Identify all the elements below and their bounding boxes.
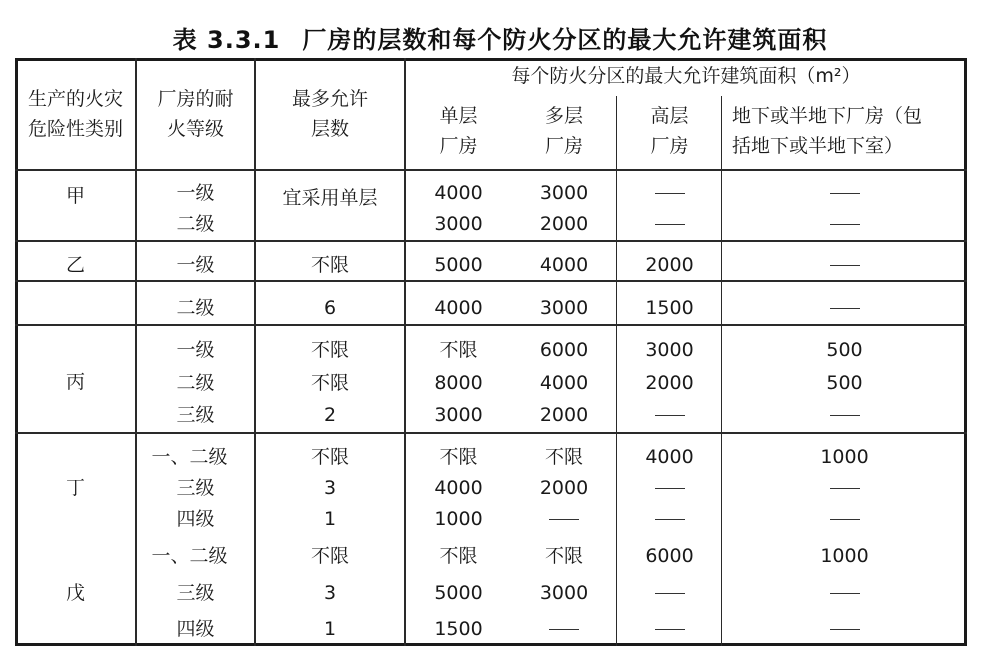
single-storey-cell: 3000 <box>434 213 483 235</box>
high-rise-cell: 4000 <box>645 446 694 468</box>
category-jia: 甲 <box>65 185 85 207</box>
floors-cell: 3 <box>323 477 337 499</box>
underground-cell <box>722 473 967 504</box>
header-text: 高层 <box>650 105 689 127</box>
row-line-bing-ding <box>15 432 967 434</box>
underground-cell <box>722 614 967 645</box>
grade-cell: 四级 <box>176 618 215 640</box>
floors-cell: 不限 <box>310 545 349 567</box>
dash-placeholder <box>830 519 860 520</box>
dash-placeholder <box>830 488 860 489</box>
header-high-rise <box>617 101 722 161</box>
floors-jia: 宜采用单层 <box>282 187 378 209</box>
header-text: 最多允许 <box>291 88 368 110</box>
header-text: 危险性类别 <box>27 118 123 140</box>
category-wu: 戊 <box>65 582 85 604</box>
high-rise-cell: 3000 <box>645 339 694 361</box>
floors-cell: 2 <box>323 404 337 426</box>
underground-cell <box>722 209 967 240</box>
high-rise-cell: 2000 <box>645 372 694 394</box>
high-rise-cell: 6000 <box>645 545 694 567</box>
single-storey-cell: 1000 <box>434 508 483 530</box>
header-text: 厂房 <box>544 135 583 157</box>
dash-placeholder <box>830 265 860 266</box>
dash-placeholder <box>830 224 860 225</box>
underground-cell: 500 <box>826 372 863 394</box>
category-yi: 乙 <box>65 254 85 276</box>
dash-placeholder <box>830 193 860 194</box>
grade-cell: 二级 <box>176 372 215 394</box>
dash-placeholder <box>655 415 685 416</box>
dash-placeholder <box>655 629 685 630</box>
dash-placeholder <box>655 224 685 225</box>
multi-storey-cell: 3000 <box>539 182 589 204</box>
category-ding: 丁 <box>65 477 85 499</box>
header-text: 厂房 <box>439 135 478 157</box>
high-rise-cell: 2000 <box>645 254 694 276</box>
header-hazard-category <box>15 84 136 144</box>
dash-placeholder <box>655 519 685 520</box>
underground-cell <box>722 578 967 609</box>
multi-storey-cell: 不限 <box>544 446 583 468</box>
underground-cell <box>722 250 967 281</box>
header-text: 括地下或半地下室） <box>732 135 904 157</box>
category-bing: 丙 <box>65 371 85 393</box>
single-storey-cell: 不限 <box>439 446 478 468</box>
single-storey-cell: 4000 <box>434 477 483 499</box>
underground-cell <box>722 400 967 431</box>
multi-storey-cell <box>512 504 616 535</box>
floors-cell: 不限 <box>310 339 349 361</box>
multi-storey-cell: 2000 <box>539 404 589 426</box>
underground-cell: 1000 <box>820 545 869 567</box>
floors-cell: 3 <box>323 582 337 604</box>
header-text: 地下或半地下厂房（包 <box>732 105 923 127</box>
grade-cell: 三级 <box>176 477 215 499</box>
header-text: 层数 <box>310 118 349 140</box>
dash-placeholder <box>655 193 685 194</box>
header-text: 多层 <box>544 105 583 127</box>
header-fire-resistance <box>136 84 255 144</box>
single-storey-cell: 1500 <box>434 618 483 640</box>
multi-storey-cell: 4000 <box>539 372 589 394</box>
dash-placeholder <box>549 519 579 520</box>
header-text: 单层 <box>439 105 478 127</box>
single-storey-cell: 4000 <box>434 182 483 204</box>
high-rise-cell <box>617 614 722 645</box>
high-rise-cell <box>617 578 722 609</box>
multi-storey-cell: 3000 <box>539 582 589 604</box>
grade-cell: 一级 <box>176 182 215 204</box>
single-storey-cell: 不限 <box>439 339 478 361</box>
high-rise-cell <box>617 400 722 431</box>
dash-placeholder <box>549 629 579 630</box>
row-line-yi-bing <box>15 324 967 326</box>
underground-cell <box>722 178 967 209</box>
grade-cell: 四级 <box>176 508 215 530</box>
single-storey-cell: 5000 <box>434 582 483 604</box>
underground-cell: 500 <box>826 339 863 361</box>
multi-storey-cell: 4000 <box>539 254 589 276</box>
grade-cell: 一、二级 <box>151 545 228 567</box>
header-text: 火等级 <box>166 118 224 140</box>
header-single-storey <box>405 101 512 161</box>
dash-placeholder <box>830 308 860 309</box>
header-multi-storey <box>512 101 616 161</box>
grade-cell: 三级 <box>176 582 215 604</box>
header-max-floors <box>255 84 405 144</box>
row-line-jia-yi <box>15 240 967 242</box>
multi-storey-cell: 2000 <box>539 477 589 499</box>
header-text: 生产的火灾 <box>27 88 123 110</box>
floors-cell: 不限 <box>310 446 349 468</box>
single-storey-cell: 5000 <box>434 254 483 276</box>
floors-cell: 1 <box>323 618 337 640</box>
grade-cell: 一级 <box>176 339 215 361</box>
single-storey-cell: 不限 <box>439 545 478 567</box>
high-rise-cell <box>617 178 722 209</box>
header-text: 厂房 <box>650 135 689 157</box>
grade-cell: 二级 <box>176 213 215 235</box>
dash-placeholder <box>655 593 685 594</box>
multi-storey-cell: 不限 <box>544 545 583 567</box>
header-underground <box>722 101 967 161</box>
dash-placeholder <box>830 593 860 594</box>
underground-cell: 1000 <box>820 446 869 468</box>
underground-cell <box>722 504 967 535</box>
multi-storey-cell: 2000 <box>539 213 589 235</box>
high-rise-cell: 1500 <box>645 297 694 319</box>
grade-cell: 二级 <box>176 297 215 319</box>
single-storey-cell: 4000 <box>434 297 483 319</box>
header-group-area <box>405 61 967 91</box>
underground-cell <box>722 293 967 324</box>
single-storey-cell: 3000 <box>434 404 483 426</box>
grade-cell: 三级 <box>176 404 215 426</box>
multi-storey-cell <box>512 614 616 645</box>
header-bottom-line <box>15 169 967 171</box>
floors-cell: 不限 <box>310 254 349 276</box>
high-rise-cell <box>617 473 722 504</box>
multi-storey-cell: 3000 <box>539 297 589 319</box>
high-rise-cell <box>617 209 722 240</box>
table-number: 表 3.3.1 <box>172 26 281 54</box>
grade-cell: 一、二级 <box>151 446 228 468</box>
table-caption: 厂房的层数和每个防火分区的最大允许建筑面积 <box>302 26 828 54</box>
floors-cell: 6 <box>323 297 337 319</box>
table-title <box>0 20 1000 55</box>
high-rise-cell <box>617 504 722 535</box>
dash-placeholder <box>830 415 860 416</box>
header-text: 厂房的耐 <box>157 88 234 110</box>
single-storey-cell: 8000 <box>434 372 483 394</box>
dash-placeholder <box>655 488 685 489</box>
dash-placeholder <box>830 629 860 630</box>
floors-cell: 不限 <box>310 372 349 394</box>
floors-cell: 1 <box>323 508 337 530</box>
multi-storey-cell: 6000 <box>539 339 589 361</box>
header-text: 每个防火分区的最大允许建筑面积（m²） <box>511 65 861 87</box>
grade-cell: 一级 <box>176 254 215 276</box>
